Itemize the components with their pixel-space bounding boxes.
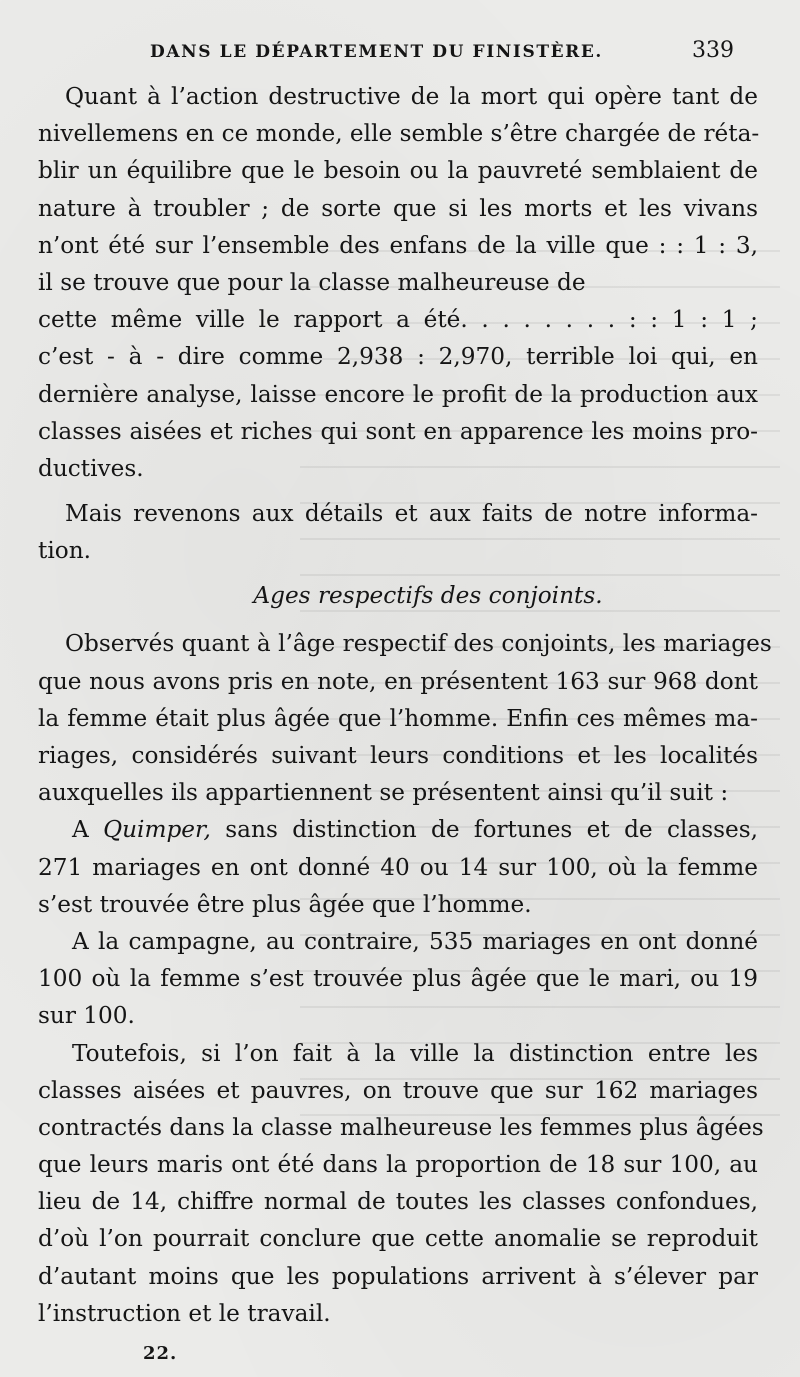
text-fragment: A [72,816,104,844]
page-number: 339 [692,38,734,63]
text-line: lieu de 14, chiffre normal de toutes les classes confondues, [38,1188,758,1216]
text-line: que nous avons pris en note, en présentent 163 sur 968 dont [38,667,758,695]
text-line: la femme était plus âgée que l’homme. Enfin ces mêmes ma- [38,704,758,732]
text-line: il se trouve que pour la classe malheureuse de [38,268,586,296]
text-line: nivellemens en ce monde, elle semble s’être chargée de réta- [38,120,760,148]
text-line: ductives. [38,454,144,482]
text-line: 271 mariages en ont donné 40 ou 14 sur 100, où la femme [38,853,758,881]
text-line: cette même ville le rapport a été. . . . . . . . : : 1 : 1 ; [38,306,758,334]
signature-mark: 22. [143,1343,178,1364]
text-line: que leurs maris ont été dans la proportion de 18 sur 100, au [38,1151,758,1179]
text-line [38,811,758,848]
text-line: Mais revenons aux détails et aux faits de notre informa- [65,500,758,528]
text-line: Quant à l’action destructive de la mort qui opère tant de [65,83,758,110]
text-line: riages, considérés suivant leurs conditions et les localités [38,742,758,769]
running-title: DANS LE DÉPARTEMENT DU FINISTÈRE. [150,42,603,62]
text-line: nature à troubler ; de sorte que si les morts et les vivans [38,194,758,222]
running-header [150,38,760,68]
text-line: l’instruction et le travail. [38,1299,331,1327]
text-line: sur 100. [38,1002,135,1030]
text-line: tion. [38,537,91,565]
text-fragment: sans distinction de fortunes et de classes, [210,816,759,844]
text-line: Observés quant à l’âge respectif des conjoints, les mariages [65,630,772,658]
text-line: d’autant moins que les populations arrivent à s’élever par [38,1262,758,1290]
text-line: dernière analyse, laisse encore le profit de la production aux [38,380,758,408]
body-text [38,78,772,1332]
place-name: Quimper, [103,816,211,844]
section-heading: Ages respectifs des conjoints. [253,582,603,610]
text-line: auxquelles ils appartiennent se présentent ainsi qu’il suit : [38,779,729,807]
text-line: 100 où la femme s’est trouvée plus âgée que le mari, ou 19 [38,965,758,993]
text-line: n’ont été sur l’ensemble des enfans de la ville que : : 1 : 3, [38,231,758,259]
text-line: blir un équilibre que le besoin ou la pauvreté semblaient de [38,157,758,185]
text-line: d’où l’on pourrait conclure que cette anomalie se reproduit [38,1225,758,1253]
text-line: s’est trouvée être plus âgée que l’homme. [38,890,532,918]
text-line: classes aisées et riches qui sont en apparence les moins pro- [38,417,758,445]
text-line: c’est - à - dire comme 2,938 : 2,970, terrible loi qui, en [38,343,758,371]
text-line: contractés dans la classe malheureuse les femmes plus âgées [38,1113,764,1141]
text-line: A la campagne, au contraire, 535 mariages en ont donné [72,927,758,955]
text-line: classes aisées et pauvres, on trouve que sur 162 mariages [38,1076,758,1104]
text-line: Toutefois, si l’on fait à la ville la distinction entre les [72,1039,758,1067]
